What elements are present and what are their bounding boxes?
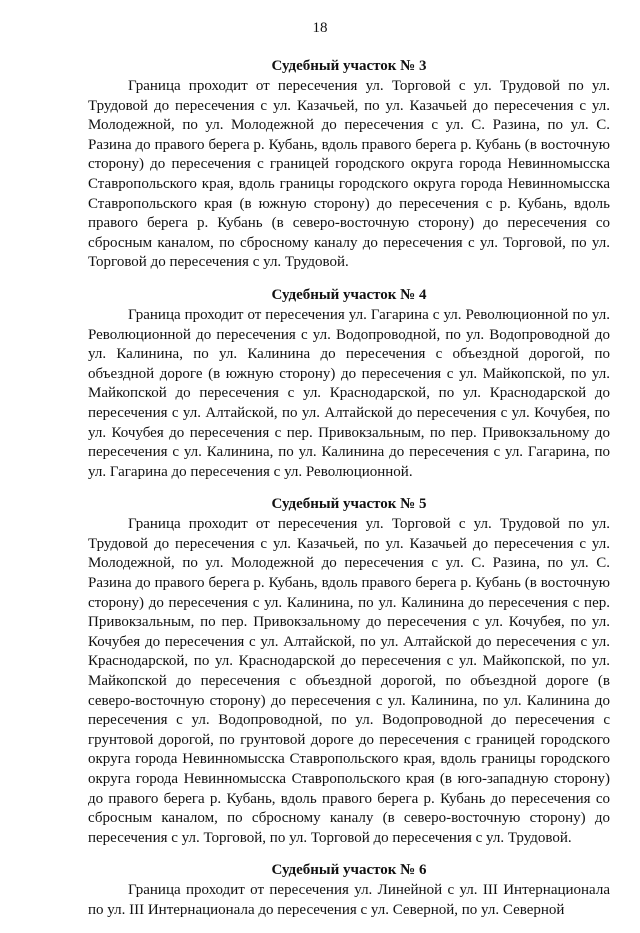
section-title: Судебный участок № 4 bbox=[271, 286, 427, 303]
section-district-6 bbox=[88, 860, 610, 920]
section-body: Граница проходит от пересечения ул. Гагарина с ул. Революционной по ул. Революционной до пересечения с ул. Водопроводной, по ул. Водопроводной до ул. Калинина, по ул. Калинина до пересечения с объездной дорогой, по объездной дороге (в южную сторону) до пересечения с ул. Майкопской, по ул. Майкопской до пересечения с ул. Краснодарской, по ул. Краснодарской до пересечения с ул. Алтайской, по ул. Алтайской до пересечения с ул. Кочубея, по ул. Кочубея до пересечения с пер. Привокзальным, по пер. Привокзальному до пересечения с ул. Калинина, по ул. Калинина до пересечения с ул. Гагарина, по ул. Гагарина до пересечения с ул. Революционной. bbox=[88, 306, 610, 480]
document-content bbox=[88, 56, 610, 933]
page-number: 18 bbox=[312, 20, 328, 36]
section-title: Судебный участок № 3 bbox=[271, 58, 427, 74]
section-district-4 bbox=[88, 285, 610, 482]
section-district-3 bbox=[88, 56, 610, 273]
section-body: Граница проходит от пересечения ул. Торговой с ул. Трудовой по ул. Трудовой до пересечения с ул. Казачьей, по ул. Казачьей до пересечения с ул. Молодежной, по ул. Молодежной до пересечения с ул. С. Разина, по ул. С. Разина до правого берега р. Кубань, вдоль правого берега р. Кубань (в восточную сторону) до пересечения с границей городского округа города Невинномысска Ставропольского края, вдоль границы городского округа города Невинномысска Ставропольского края (в южную сторону) до пересечения с р. Кубань, вдоль правого берега р. Кубань (в северо-восточную сторону) до пересечения со сбросным каналом, по сбросному каналу до пересечения с ул. Торговой, по ул. Торговой до пересечения с ул. Трудовой. bbox=[88, 78, 610, 271]
section-title: Судебный участок № 6 bbox=[271, 862, 427, 879]
section-district-5 bbox=[88, 494, 610, 848]
section-title: Судебный участок № 5 bbox=[271, 496, 427, 513]
section-body: Граница проходит от пересечения ул. Линейной с ул. III Интернационала по ул. III Интернационала до пересечения с ул. Северной, по ул. Северной bbox=[88, 882, 610, 918]
section-body: Граница проходит от пересечения ул. Торговой с ул. Трудовой по ул. Трудовой до пересечения с ул. Казачьей, по ул. Казачьей до пересечения с ул. Молодежной, по ул. Молодежной до пересечения с ул. С. Разина, по ул. С. Разина до правого берега р. Кубань, вдоль правого берега р. Кубань (в восточную сторону) до пересечения с ул. Калинина, по ул. Калинина до пересечения с пер. Привокзальным, по пер. Привокзальному до пересечения с ул. Кочубея, по ул. Кочубея до пересечения с ул. Алтайской, по ул. Алтайской до пересечения с ул. Краснодарской, по ул. Краснодарской до пересечения с ул. Майкопской, по ул. Майкопской до пересечения с объездной дорогой, по объездной дороге (в северо-восточную сторону) до пересечения с ул. Калинина, по ул. Калинина до пересечения с ул. Водопроводной, по ул. Водопроводной до пересечения с грунтовой дорогой, по грунтовой дороге до пересечения с границей городского округа города Невинномысска Ставропольского края, вдоль границы городского округа города Невинномысска Ставропольского края (в юго-западную сторону) до правого берега р. Кубань, вдоль правого берега р. Кубань до пересечения со сбросным каналом, по сбросному каналу (в северо-восточную сторону) до пересечения с ул. Торговой, по ул. Торговой до пересечения с ул. Трудовой. bbox=[88, 516, 610, 846]
